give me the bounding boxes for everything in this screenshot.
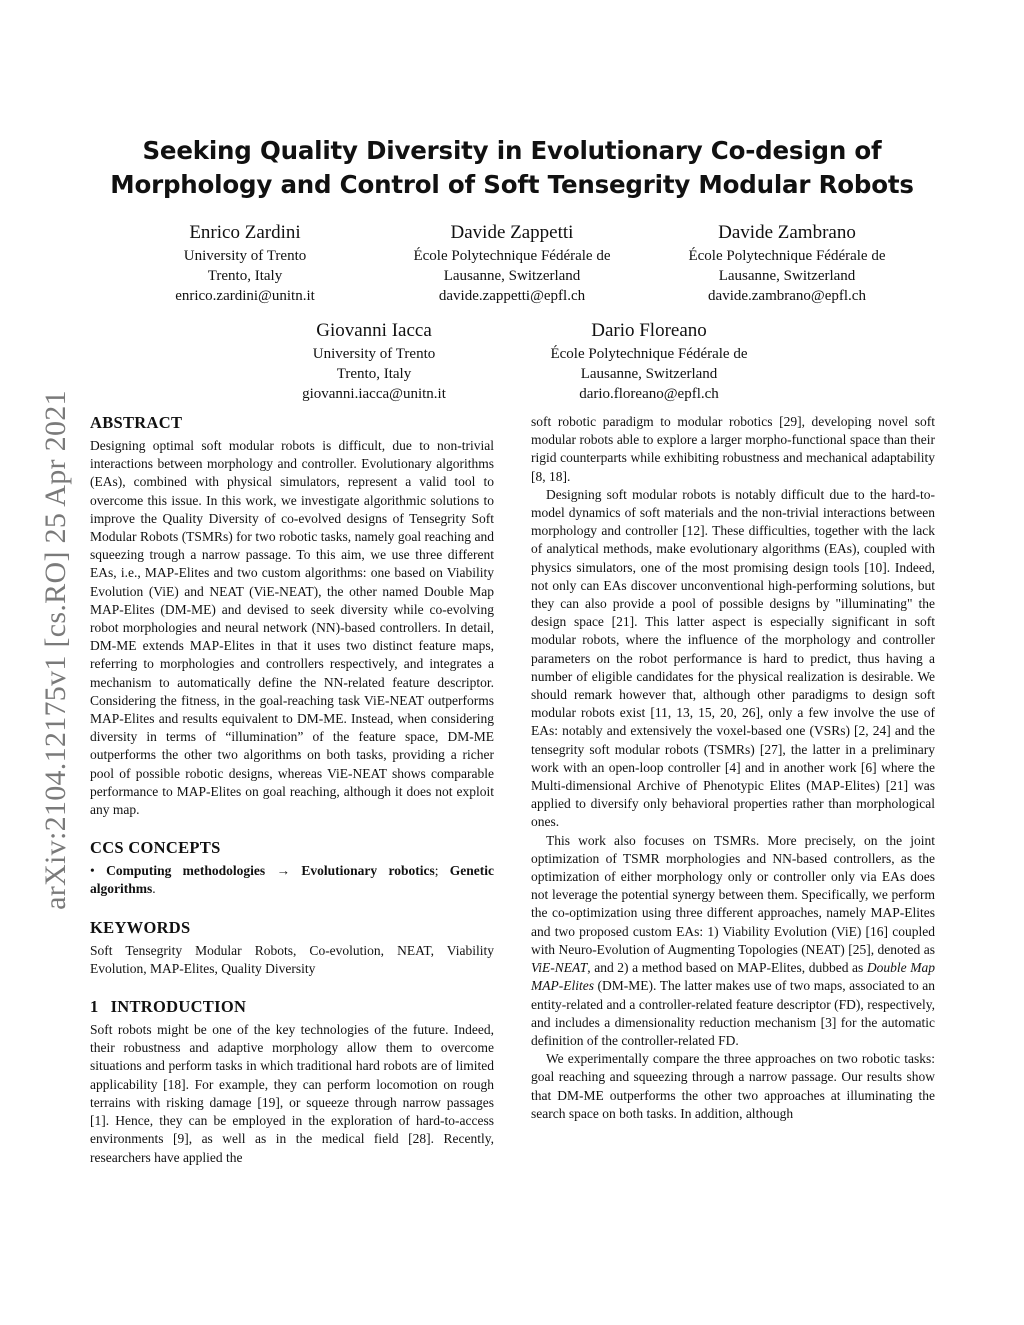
right-column — [531, 413, 935, 1123]
intro-heading — [90, 996, 494, 1018]
author-location: Trento, Italy — [207, 268, 283, 284]
author-affiliation: École Polytechnique Fédérale de — [550, 346, 748, 362]
arrow: → — [276, 863, 291, 879]
bullet: • — [90, 863, 95, 879]
section-number: 1 — [90, 997, 99, 1017]
ccs-concepts — [90, 862, 494, 898]
author-name: Giovanni Iacca — [316, 320, 432, 341]
author-name: Davide Zappetti — [450, 222, 574, 243]
period: . — [152, 881, 156, 897]
left-column — [90, 412, 494, 1167]
author-email: giovanni.iacca@unitn.it — [302, 386, 446, 402]
author-location: Lausanne, Switzerland — [580, 366, 718, 382]
abstract-heading: ABSTRACT — [90, 413, 183, 432]
ccs-term: Computing methodologies — [106, 863, 266, 879]
author-affiliation: École Polytechnique Fédérale de — [413, 248, 611, 264]
ccs-term: Evolutionary robotics — [301, 863, 435, 879]
ccs-term: Genetic algorithms — [90, 863, 495, 897]
intro-paragraph-1: Soft robots might be one of the key technologies of the future. Indeed, their robustness and adaptive morphology allow them to overcome situations and perform tasks in which traditional hard robots are of limited applicability [18]. For example, they can perform locomotion on rough terrains with risking damage [19], or squeeze through narrow passages [1]. Hence, they can be employed in the exploration of hard-to-access environments [9], as well as in the medical field [28]. Recently, researchers have applied the — [90, 1022, 494, 1165]
author-affiliation: École Polytechnique Fédérale de — [688, 248, 886, 264]
emphasis-dm-me: Double Map MAP-Elites — [531, 960, 935, 994]
text-run: , and 2) a method based on MAP-Elites, dubbed as — [587, 960, 867, 976]
author-location: Trento, Italy — [336, 366, 412, 382]
emphasis-vie-neat: ViE-NEAT — [531, 960, 588, 976]
author-name: Davide Zambrano — [718, 222, 856, 243]
author-name: Dario Floreano — [591, 320, 707, 341]
keywords-heading: KEYWORDS — [90, 917, 191, 937]
author-email: davide.zambrano@epfl.ch — [708, 288, 866, 304]
intro-paragraph-3 — [531, 832, 935, 1050]
author-email: davide.zappetti@epfl.ch — [438, 288, 586, 304]
keywords-text: Soft Tensegrity Modular Robots, Co-evolution, NEAT, Viability Evolution, MAP-Elites, Quality Diversity — [90, 942, 494, 976]
abstract-text: Designing optimal soft modular robots is difficult, due to non-trivial interactions between morphology and controller. Evolutionary algorithms (EAs), combined with physical simulators, represent a valid tool to overcome this issue. In this work, we investigate algorithmic solutions to improve the Quality Diversity of co-evolved designs of Tensegrity Soft Modular Robots (TSMRs) for two robotic tasks, namely goal reaching and squeezing trough a narrow passage. To this aim, we use three different EAs, i.e., MAP-Elites and two custom algorithms: one based on Viability Evolution (ViE) and NEAT (ViE-NEAT), the other named Double Map MAP-Elites (DM-ME) and devised to seek diversity while co-evolving robot morphologies and neural network (NN)-based controllers. In detail, DM-ME extends MAP-Elites in that it uses two distinct feature maps, referring to morphologies and controllers respectively, and integrates a mechanism to automatically define the NN-related feature descriptor. Considering the fitness, in the goal-reaching task ViE-NEAT outperforms MAP-Elites and results equivalent to DM-ME. Instead, when considering diversity in terms of “illumination” of the feature space, DM-ME outperforms the other two algorithms on both tasks, providing a richer pool of possible robotic designs, whereas ViE-NEAT shows comparable performance to MAP-Elites on goal reaching, although it does not exploit any map. — [90, 438, 494, 818]
author-affiliation: University of Trento — [183, 248, 307, 264]
author-block-2 — [387, 220, 637, 306]
intro-paragraph-1-cont: soft robotic paradigm to modular robotics [29], developing novel soft modular robots able to explore a larger morpho-functional space than their rigid counterparts while exhibiting robustness and mechanical adaptability [8, 18]. — [531, 414, 935, 484]
author-block-1 — [145, 220, 345, 306]
separator: ; — [434, 863, 450, 879]
author-block-5 — [524, 318, 774, 404]
intro-paragraph-2: Designing soft modular robots is notably difficult due to the hard-to-model dynamics of soft materials and the non-trivial interactions between morphology and controller [12]. These difficulties, together with the lack of analytical methods, make evolutionary algorithms (EAs), coupled with physics simulators, one of the most promising design tools [10]. Indeed, not only can EAs discover unconventional high-performing solutions, but they can also provide a pool of possible designs by "illuminating" the design space [21]. This latter aspect is especially significant in soft modular robots, where the influence of the morphology and controller parameters on the robot performance is hard to predict, thus having a number of eligible candidates for the physical realization is desirable. We should remark however that, although other paradigms to design soft modular robots exist [11, 13, 15, 20, 26], only a few involve the use of EAs: notably and extensively the voxel-based one (VSRs) [2, 24] and the tensegrity soft modular robots (TSMRs) [27], the latter in a preliminary work with an open-loop controller [4] and in another work [6] where the Multi-dimensional Archive of Phenotypic Elites (MAP-Elites) [21] was applied to diversify only behavioral properties rather than morphological ones. — [531, 486, 935, 830]
author-email: enrico.zardini@unitn.it — [175, 288, 315, 304]
text-run: (DM-ME). The latter makes use of two maps, associated to an entity-related and a controller-related feature descriptor (FD), respectively, and includes a dimensionality reduction mechanism [3] for the automatic definition of the controller-related FD. — [531, 978, 935, 1048]
author-name: Enrico Zardini — [189, 222, 301, 243]
arxiv-identifier: arXiv:2104.12175v1 [cs.RO] 25 Apr 2021 — [39, 390, 72, 910]
author-affiliation: University of Trento — [312, 346, 436, 362]
author-email: dario.floreano@epfl.ch — [579, 386, 719, 402]
text-run: This work also focuses on TSMRs. More precisely, on the joint optimization of TSMR morphologies and NN-based controllers, as the optimization of either morphology only or controller only via EAs does not leverage the potential synergy between them. Specifically, we perform the co-optimization using three different approaches, namely MAP-Elites and two proposed custom EAs: 1) Viability Evolution (ViE) [16] coupled with Neuro-Evolution of Augmenting Topologies (NEAT) [25], denoted as — [531, 832, 935, 957]
paper-title — [90, 134, 934, 202]
author-location: Lausanne, Switzerland — [718, 268, 856, 284]
section-title: INTRODUCTION — [110, 997, 247, 1017]
title-line-1: Seeking Quality Diversity in Evolutionary Co-design of — [142, 136, 882, 165]
ccs-heading: CCS CONCEPTS — [90, 838, 221, 858]
author-block-4 — [274, 318, 474, 404]
author-location: Lausanne, Switzerland — [443, 268, 581, 284]
intro-paragraph-4: We experimentally compare the three approaches on two robotic tasks: goal reaching and squeezing through a narrow passage. Our results show that DM-ME outperforms the other two approaches at illuminating the search space on both tasks. In addition, although — [531, 1051, 935, 1121]
title-line-2: Morphology and Control of Soft Tensegrity Modular Robots — [110, 170, 914, 199]
author-block-3 — [662, 220, 912, 306]
